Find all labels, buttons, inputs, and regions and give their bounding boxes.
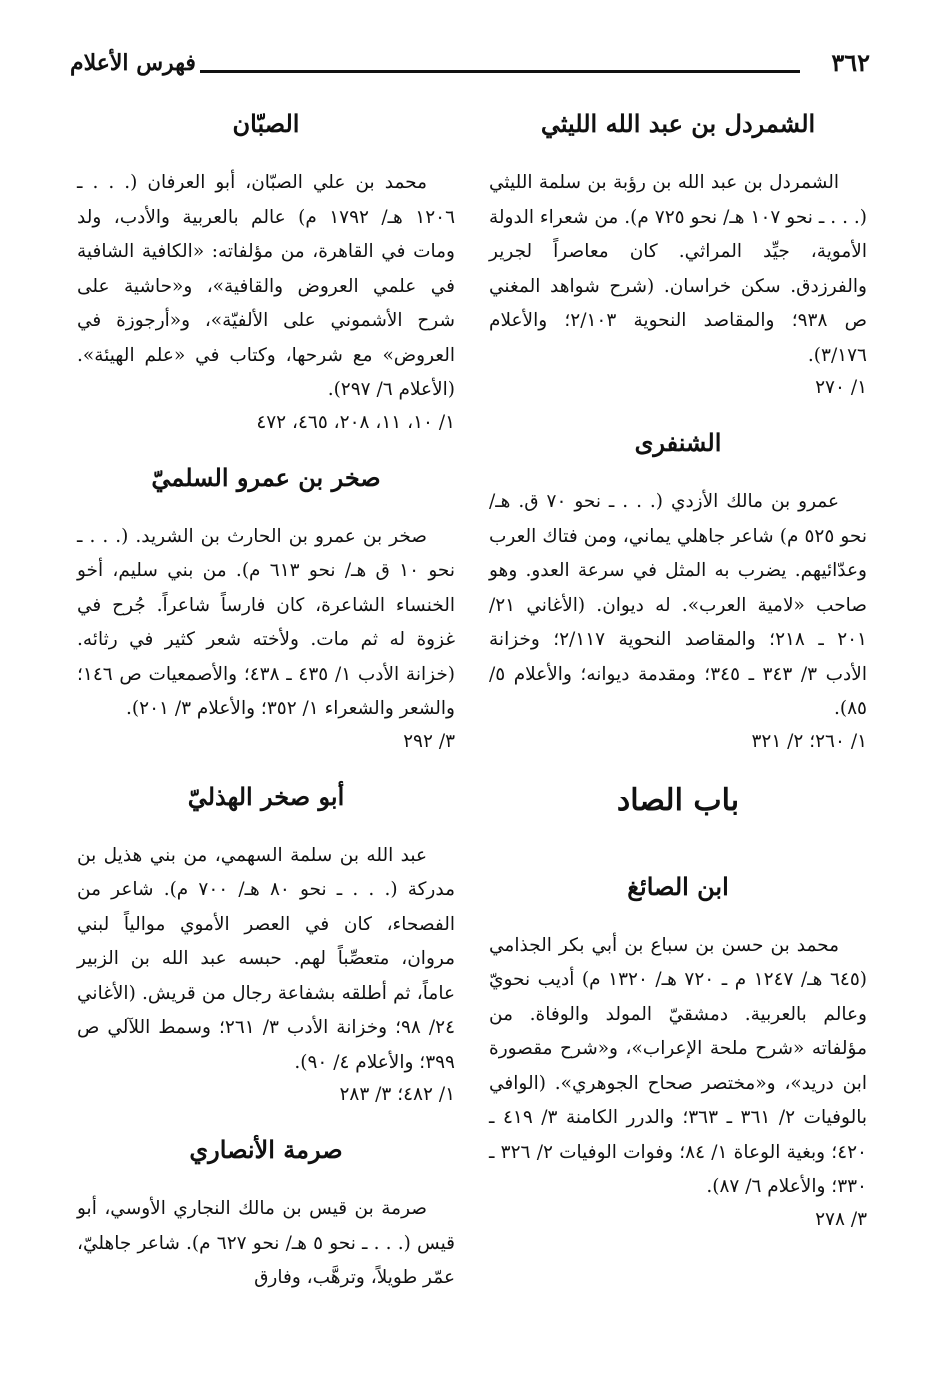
- entry-title: ابن الصائغ: [627, 871, 729, 901]
- entry-body: عمرو بن مالك الأزدي (. . . ـ نحو ٧٠ ق. هـ/ نحو ٥٢٥ م) شاعر جاهلي يماني، ومن فتاك العرب وعدّائيهم. يضرب به المثل في سرعة العدو. وهو صاحب «لامية العرب». له ديوان. (الأغاني ٢١/ ٢٠١ ـ ٢١٨؛ والمقاصد النحوية ٢/١١٧؛ وخزانة الأدب ٣/ ٣٤٣ ـ ٣٤٥؛ ومقدمة ديوانه؛ والأعلام ٥/ ٨٥).: [489, 491, 867, 719]
- left-column: [77, 108, 455, 1296]
- page-header: [70, 48, 870, 88]
- chapter-title: باب الصاد: [616, 782, 740, 818]
- right-column: [489, 108, 867, 1259]
- entry: [489, 871, 867, 1235]
- entry-reference: ١/ ١٠، ١١، ٢٠٨، ٤٦٥، ٤٧٢: [256, 411, 455, 433]
- entry: [489, 108, 867, 403]
- entry-reference: ٣/ ٢٩٢: [403, 730, 455, 752]
- entry-title: الصبّان: [232, 109, 300, 138]
- entry: [77, 781, 455, 1111]
- entry-title: الشمردل بن عبد الله الليثي: [540, 109, 816, 138]
- entry-body: الشمردل بن عبد الله بن رؤبة بن سلمة الليثي (. . . ـ نحو ١٠٧ هـ/ نحو ٧٢٥ م). من شعراء الدولة الأموية، جيِّد المراثي. كان معاصراً لجرير والفرزدق. سكن خراسان. (شرح شواهد المغني ص ٩٣٨؛ والمقاصد النحوية ٢/١٠٣؛ والأعلام ٣/١٧٦).: [489, 172, 868, 366]
- entry-reference: ١/ ٢٧٠: [815, 377, 867, 398]
- page-number: ٣٦٢: [831, 48, 870, 77]
- entry-reference: ٣/ ٢٧٨: [815, 1208, 867, 1230]
- entry-title: صرمة الأنصاري: [189, 1135, 343, 1164]
- entry-body: محمد بن حسن بن سباع بن أبي بكر الجذامي (٦٤٥ هـ/ ١٢٤٧ م ـ ٧٢٠ هـ/ ١٣٢٠ م) أديب نحويّ وعالم بالعربية. دمشقيّ المولد والوفاة. من مؤلفاته «شرح ملحة الإعراب»، و«شرح مقصورة ابن دريد»، و«مختصر صحاح الجوهري». (الوافي بالوفيات ٢/ ٣٦١ ـ ٣٦٣؛ والدرر الكامنة ٣/ ٤١٩ ـ ٤٢٠؛ وبغية الوعاة ١/ ٨٤؛ وفوات الوفيات ٢/ ٣٢٦ ـ ٣٣٠؛ والأعلام ٦/ ٨٧).: [489, 934, 868, 1197]
- entry-title: صخر بن عمرو السلميّ: [151, 462, 381, 492]
- entry-body: محمد بن علي الصبّان، أبو العرفان (. . . ـ ١٢٠٦ هـ/ ١٧٩٢ م) عالم بالعربية والأدب، ولد ومات في القاهرة، من مؤلفاته: «الكافية الشافية في علمي العروض والقافية»، و«حاشية على شرح الأشموني على الألفيّة»، و«أرجوزة في العروض» مع شرحها، وكتاب في «علم الهيئة». (الأعلام ٦/ ٢٩٧).: [77, 172, 456, 400]
- entry-title: أبو صخر الهذليّ: [187, 781, 345, 811]
- entry-reference: ١/ ٤٨٢؛ ٣/ ٢٨٣: [339, 1084, 455, 1105]
- header-rule: [200, 70, 800, 73]
- entry: [77, 1134, 455, 1296]
- entry: [77, 462, 455, 757]
- entry-body: صرمة بن قيس بن مالك النجاري الأوسي، أبو قيس (. . . ـ نحو ٥ هـ/ نحو ٦٢٧ م). شاعر جاهليّ، عمّر طويلاً، وترهَّب، وفارق: [77, 1198, 455, 1288]
- entry: [489, 427, 867, 757]
- entry: [77, 108, 455, 438]
- running-title: فهرس الأعلام: [70, 50, 196, 76]
- entry-body: عبد الله بن سلمة السهمي، من بني هذيل بن مدركة (. . . ـ نحو ٨٠ هـ/ ٧٠٠ م). شاعر من الفصحاء، كان في العصر الأموي موالياً لبني مروان، متعصِّباً لهم. حبسه عبد الله بن الزبير عاماً، ثم أطلقه بشفاعة رجال من قريش. (الأغاني ٢٤/ ٩٨؛ وخزانة الأدب ٣/ ٢٦١؛ وسمط اللآلي ص ٣٩٩؛ والأعلام ٤/ ٩٠).: [77, 844, 456, 1073]
- entry-body: صخر بن عمرو بن الحارث بن الشريد. (. . . ـ نحو ١٠ ق هـ/ نحو ٦١٣ م). من بني سليم، أخو الخنساء الشاعرة، كان فارساً شاعراً. جُرح في غزوة له ثم مات. ولأخته شعر كثير في رثائه. (خزانة الأدب ١/ ٤٣٥ ـ ٤٣٨؛ والأصمعيات ص ١٤٦؛ والشعر والشعراء ١/ ٣٥٢؛ والأعلام ٣/ ٢٠١).: [77, 525, 455, 719]
- entry-title: الشنفرى: [634, 428, 722, 457]
- entry-reference: ١/ ٢٦٠؛ ٢/ ٣٢١: [751, 730, 867, 752]
